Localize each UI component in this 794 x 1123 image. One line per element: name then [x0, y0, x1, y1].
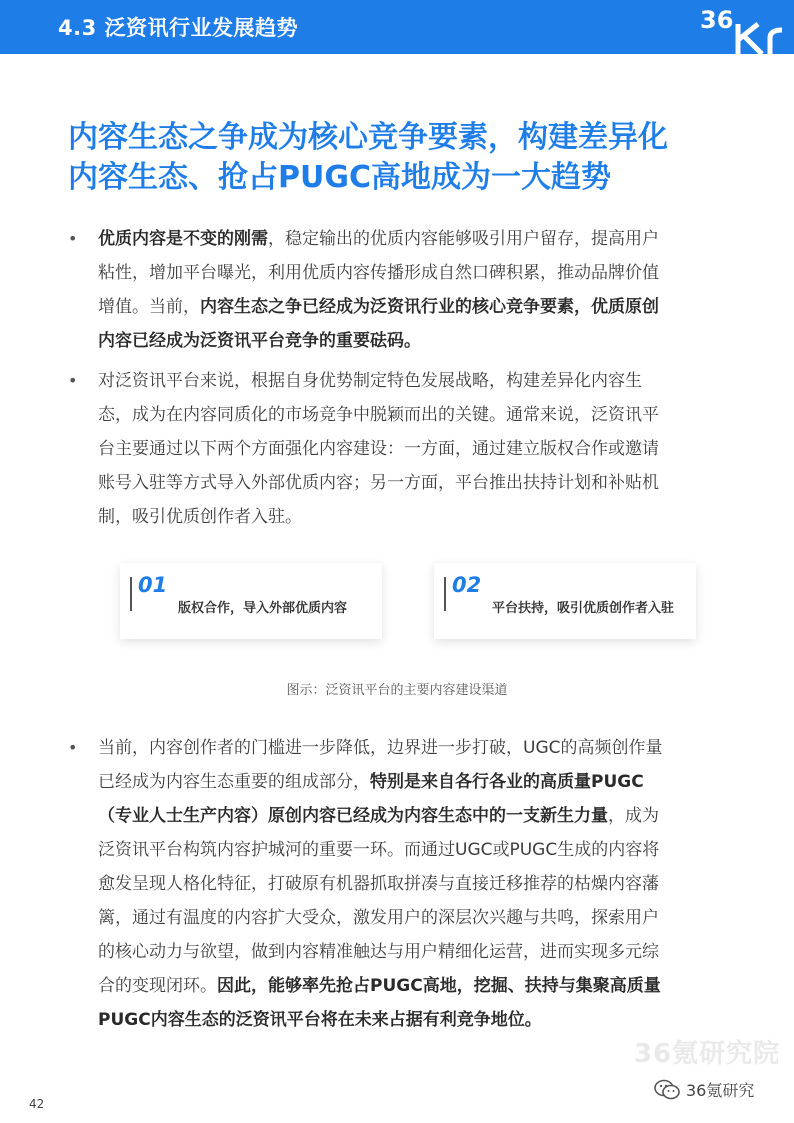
bullet-paragraph-2	[68, 364, 730, 534]
bold-phrase: 优质内容是不变的刚需	[98, 229, 268, 249]
bullet-dot-icon: •	[68, 371, 78, 390]
bold-phrase: 特别是来自各行各业的高质量PUGC	[370, 772, 644, 792]
bold-phrase: 因此，能够率先抢占PUGC高地，挖掘、扶持与集聚高质量	[217, 976, 661, 996]
text-line: 态，成为在内容同质化的市场竞争中脱颖而出的关键。通常来说，泛资讯平	[98, 405, 659, 425]
text-span: 增值。当前，	[98, 297, 200, 317]
heading-line: 内容生态、抢占PUGC高地成为一大趋势	[68, 160, 611, 195]
text-line: 账号入驻等方式导入外部优质内容；另一方面，平台推出扶持计划和补贴机	[98, 473, 659, 493]
heading-line: 内容生态之争成为核心竞争要素，构建差异化	[68, 120, 668, 155]
text-line: 粘性，增加平台曝光，利用优质内容传播形成自然口碑积累，推动品牌价值	[98, 263, 659, 283]
text-line	[98, 969, 730, 1003]
card-divider	[130, 577, 132, 611]
text-line	[98, 222, 730, 256]
bullet-paragraph-3	[68, 731, 730, 1037]
text-line	[98, 765, 730, 799]
account-name: 36氪研究	[686, 1081, 755, 1100]
text-span: ，稳定输出的优质内容能够吸引用户留存，提高用户	[268, 229, 659, 249]
text-span: 合的变现闭环。	[98, 976, 217, 996]
text-line	[98, 799, 730, 833]
text-span: 已经成为内容生态重要的组成部分，	[98, 772, 370, 792]
bullet-dot-icon: •	[68, 738, 78, 757]
card-text: 平台扶持，吸引优质创作者入驻	[492, 601, 675, 616]
text-line: 当前，内容创作者的门槛进一步降低，边界进一步打破，UGC的高频创作量	[98, 738, 663, 758]
header-bar	[0, 0, 794, 54]
bold-phrase: （专业人士生产内容）原创内容已经成为内容生态中的一支新生力量	[98, 806, 608, 826]
card-number: 02	[452, 573, 482, 597]
bold-phrase: 内容生态之争已经成为泛资讯行业的核心竞争要素，优质原创	[200, 297, 659, 317]
wechat-icon	[654, 1079, 680, 1101]
channel-card-2	[434, 563, 696, 639]
card-divider	[444, 577, 446, 611]
text-line: 对泛资讯平台来说，根据自身优势制定特色发展战略，构建差异化内容生	[98, 371, 642, 391]
watermark: 36氪研究院	[634, 1039, 781, 1069]
text-line: 的核心动力与欲望，做到内容精准触达与用户精细化运营，进而实现多元综	[98, 942, 659, 962]
36kr-logo	[696, 0, 794, 54]
text-line: 台主要通过以下两个方面强化内容建设：一方面，通过建立版权合作或邀请	[98, 439, 659, 459]
card-text: 版权合作，导入外部优质内容	[178, 601, 348, 616]
text-line: 泛资讯平台构筑内容护城河的重要一环。而通过UGC或PUGC生成的内容将	[98, 840, 660, 860]
text-line: PUGC内容生态的泛资讯平台将在未来占据有利竞争地位。	[98, 1010, 542, 1030]
text-span: ，成为	[608, 806, 659, 826]
bullet-dot-icon: •	[68, 229, 78, 248]
card-number: 01	[138, 573, 168, 597]
bullet-paragraph-1	[68, 222, 730, 358]
text-line: 篱，通过有温度的内容扩大受众，激发用户的深层次兴趣与共鸣，探索用户	[98, 908, 659, 928]
figure-caption: 图示：泛资讯平台的主要内容建设渠道	[286, 683, 508, 698]
page-heading	[68, 118, 748, 198]
channel-card-1	[120, 563, 382, 639]
page-number: 42	[29, 1097, 45, 1111]
text-line: 内容已经成为泛资讯平台竞争的重要砝码。	[98, 331, 421, 351]
svg-text:36: 36	[700, 6, 734, 34]
text-line: 制，吸引优质创作者入驻。	[98, 507, 302, 527]
section-title: 4.3 泛资讯行业发展趋势	[58, 16, 299, 40]
wechat-account-badge	[654, 1078, 754, 1101]
text-line: 愈发呈现人格化特征，打破原有机器抓取拼凑与直接迁移推荐的枯燥内容藩	[98, 874, 659, 894]
text-line	[98, 290, 730, 324]
